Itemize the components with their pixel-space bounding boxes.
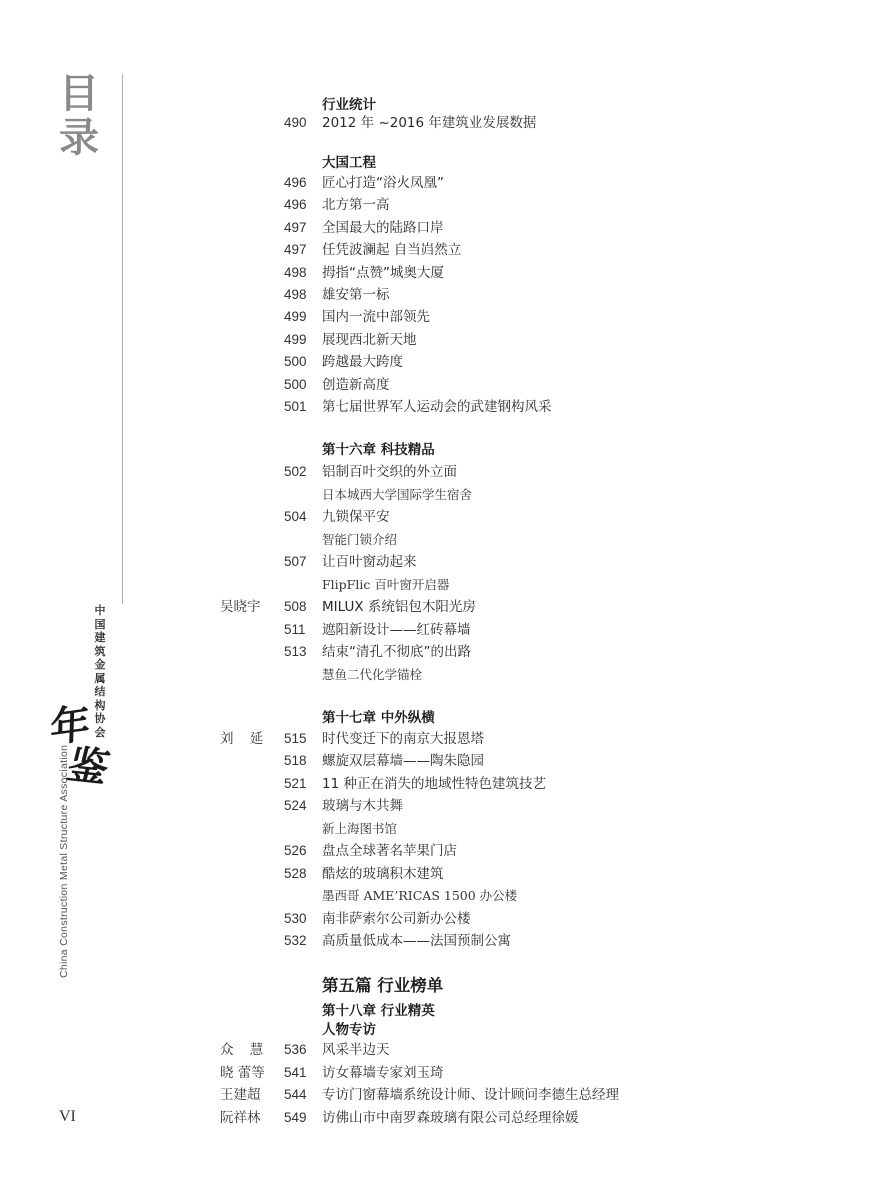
- entry-title: 时代变迁下的南京大报恩塔: [322, 731, 484, 747]
- entry-author: 刘 延: [220, 731, 270, 747]
- entry-page-number: 498: [284, 287, 307, 302]
- entry-page-number: 497: [284, 220, 307, 235]
- entry-page-number: 528: [284, 866, 307, 881]
- entry-page-number: 500: [284, 377, 307, 392]
- entry-title: 全国最大的陆路口岸: [322, 220, 444, 236]
- entry-title: 风采半边天: [322, 1042, 390, 1058]
- entry-page-number: 499: [284, 309, 307, 324]
- entry-page-number: 526: [284, 843, 307, 858]
- entry-subtitle: 日本城西大学国际学生宿舍: [322, 487, 473, 502]
- entry-author: 晓 蕾等: [220, 1065, 265, 1081]
- entry-title: 访佛山市中南罗森玻璃有限公司总经理徐媛: [322, 1110, 579, 1126]
- entry-page-number: 549: [284, 1110, 307, 1125]
- entry-subtitle: 墨西哥 AME’RICAS 1500 办公楼: [322, 888, 518, 903]
- entry-title: 匠心打造“浴火凤凰”: [322, 175, 444, 191]
- entry-page-number: 508: [284, 599, 307, 614]
- entry-title: 九锁保平安: [322, 509, 390, 525]
- entry-title: 结束“清孔不彻底”的出路: [322, 644, 471, 660]
- yearbook-logo-char: 鉴: [62, 741, 114, 792]
- entry-page-number: 497: [284, 242, 307, 257]
- entry-page-number: 511: [284, 622, 306, 637]
- entry-title: 任凭波澜起 自当岿然立: [322, 242, 462, 258]
- entry-title: 访女幕墙专家刘玉琦: [322, 1065, 444, 1081]
- entry-title: 专访门窗幕墙系统设计师、设计顾问李德生总经理: [322, 1087, 619, 1103]
- entry-page-number: 490: [284, 115, 307, 130]
- entry-title: 创造新高度: [322, 377, 390, 393]
- association-name-cn: 中国建筑金属结构协会: [94, 604, 106, 739]
- entry-page-number: 504: [284, 509, 307, 524]
- entry-subtitle: 智能门锁介绍: [322, 532, 398, 547]
- entry-page-number: 496: [284, 175, 307, 190]
- divider-line: [122, 74, 123, 604]
- page-number: VI: [59, 1108, 76, 1125]
- entry-title: 螺旋双层幕墙——陶朱隐园: [322, 753, 484, 769]
- entry-title: 高质量低成本——法国预制公寓: [322, 933, 511, 949]
- entry-title: 玻璃与木共舞: [322, 798, 403, 814]
- section-heading: 人物专访: [322, 1022, 376, 1038]
- entry-author: 吴晓宇: [220, 599, 261, 615]
- entry-page-number: 530: [284, 911, 307, 926]
- entry-title: 北方第一高: [322, 197, 390, 213]
- entry-title: 酷炫的玻璃积木建筑: [322, 866, 444, 882]
- entry-page-number: 518: [284, 753, 307, 768]
- entry-page-number: 498: [284, 265, 307, 280]
- entry-title: 跨越最大跨度: [322, 354, 403, 370]
- section-heading: 行业统计: [322, 97, 376, 113]
- entry-title: 国内一流中部领先: [322, 309, 430, 325]
- entry-subtitle: FlipFlic 百叶窗开启器: [322, 577, 450, 592]
- entry-page-number: 541: [284, 1065, 307, 1080]
- entry-page-number: 544: [284, 1087, 307, 1102]
- entry-title: 展现西北新天地: [322, 332, 417, 348]
- yearbook-logo-char: 年: [49, 699, 91, 753]
- entry-page-number: 521: [284, 776, 307, 791]
- entry-title: 11 种正在消失的地域性特色建筑技艺: [322, 776, 546, 792]
- entry-page-number: 496: [284, 197, 307, 212]
- entry-page-number: 502: [284, 464, 307, 479]
- section-heading: 大国工程: [322, 155, 376, 171]
- entry-title: MILUX 系统铝包木阳光房: [322, 599, 476, 615]
- entry-page-number: 515: [284, 731, 307, 746]
- entry-author: 王建超: [220, 1087, 261, 1103]
- entry-page-number: 524: [284, 798, 307, 813]
- entry-title: 南非萨索尔公司新办公楼: [322, 911, 471, 927]
- entry-page-number: 500: [284, 354, 307, 369]
- entry-title: 第七届世界军人运动会的武建钢构风采: [322, 399, 552, 415]
- entry-title: 遮阳新设计——红砖幕墙: [322, 622, 471, 638]
- entry-title: 让百叶窗动起来: [322, 554, 417, 570]
- section-heading: 第十六章 科技精品: [322, 442, 435, 458]
- entry-title: 2012 年 ~2016 年建筑业发展数据: [322, 115, 537, 131]
- entry-page-number: 499: [284, 332, 307, 347]
- entry-page-number: 536: [284, 1042, 307, 1057]
- entry-title: 雄安第一标: [322, 287, 390, 303]
- entry-page-number: 513: [284, 644, 307, 659]
- entry-page-number: 507: [284, 554, 307, 569]
- entry-title: 盘点全球著名苹果门店: [322, 843, 457, 859]
- association-name-en: China Construction Metal Structure Association: [58, 744, 70, 978]
- entry-page-number: 532: [284, 933, 307, 948]
- section-heading: 第五篇 行业榜单: [322, 976, 444, 995]
- entry-author: 阮祥林: [220, 1110, 261, 1126]
- entry-page-number: 501: [284, 399, 307, 414]
- contents-title: [57, 72, 101, 160]
- entry-title: 铝制百叶交织的外立面: [322, 464, 457, 480]
- contents-title-char: 录: [59, 115, 99, 161]
- entry-subtitle: 慧鱼二代化学锚栓: [322, 667, 423, 682]
- contents-title-char: 目: [59, 71, 99, 117]
- entry-author: 众 慧: [220, 1042, 270, 1058]
- entry-subtitle: 新上海图书馆: [322, 821, 398, 836]
- section-heading: 第十七章 中外纵横: [322, 710, 435, 726]
- entry-title: 拇指“点赞”城奥大厦: [322, 265, 444, 281]
- section-heading: 第十八章 行业精英: [322, 1003, 435, 1019]
